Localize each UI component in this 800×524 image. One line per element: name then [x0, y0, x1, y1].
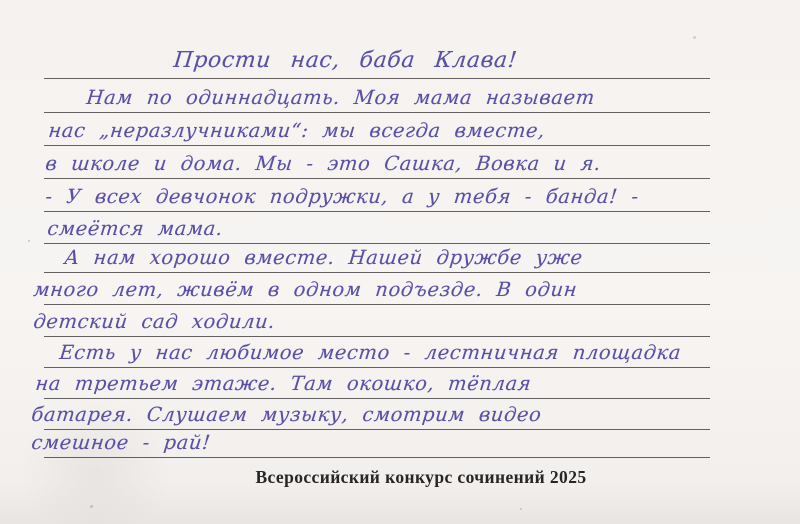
ruled-line	[44, 398, 710, 399]
scan-speck	[28, 240, 30, 242]
scan-speck	[520, 508, 522, 510]
ruled-line	[44, 112, 710, 113]
ruled-line	[44, 457, 710, 458]
handwritten-line: Есть у нас любимое место - лестничная площадка	[58, 341, 683, 364]
handwritten-line: батарея. Слушаем музыку, смотрим видео	[30, 403, 543, 426]
handwritten-line: Нам по одиннадцать. Моя мама называет	[85, 86, 597, 109]
ruled-line	[44, 272, 710, 273]
ruled-line	[44, 211, 710, 212]
handwritten-line: много лет, живём в одном подъезде. В один	[32, 278, 579, 301]
essay-title: Прости нас, баба Клава!	[172, 48, 519, 73]
handwritten-line: в школе и дома. Мы - это Сашка, Вовка и я.	[44, 152, 603, 175]
ruled-line	[44, 304, 710, 305]
contest-footer-label: Всероссийский конкурс сочинений 2025	[255, 467, 587, 487]
ruled-line	[44, 367, 710, 368]
ruled-line	[44, 145, 710, 146]
handwritten-line: смеётся мама.	[46, 217, 225, 240]
ruled-line	[44, 78, 710, 79]
ruled-line	[44, 336, 710, 337]
handwritten-line: на третьем этаже. Там окошко, тёплая	[34, 372, 533, 395]
handwritten-line: смешное - рай!	[30, 431, 212, 454]
ruled-line	[44, 178, 710, 179]
handwritten-line: детский сад ходили.	[32, 310, 277, 333]
handwritten-line: - У всех девчонок подружки, а у тебя - банда! -	[44, 185, 640, 208]
scan-speck	[90, 505, 93, 508]
handwritten-line: А нам хорошо вместе. Нашей дружбе уже	[63, 246, 584, 269]
handwritten-line: нас „неразлучниками“: мы всегда вместе,	[47, 119, 547, 142]
scan-speck	[693, 36, 696, 39]
